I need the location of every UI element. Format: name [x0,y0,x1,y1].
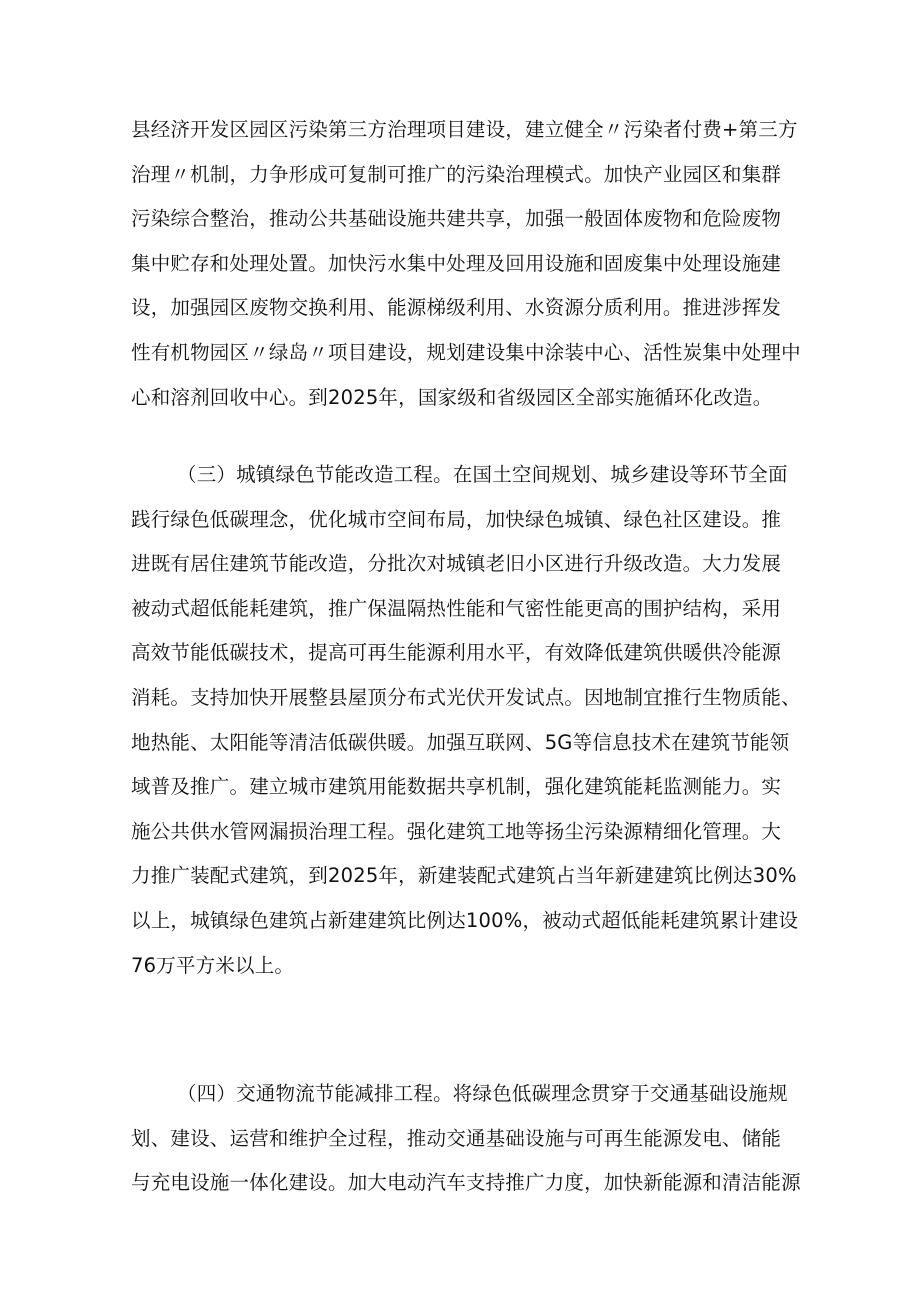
text-line: 践行绿色低碳理念，优化城市空间布局，加快绿色城镇、绿色社区建设。推 [131,507,782,531]
text-line: 与充电设施一体化建设。加大电动汽车支持推广力度，加快新能源和清洁能源 [131,1171,801,1195]
text-line: 力推广装配式建筑，到2025年，新建装配式建筑占当年新建建筑比例达30% [131,864,797,888]
text-line: 污染综合整治，推动公共基础设施共建共享，加强一般固体废物和危险废物 [131,207,782,231]
text-line: 划、建设、运营和维护全过程，推动交通基础设施与可再生能源发电、储能 [131,1126,782,1150]
text-line: 消耗。支持加快开展整县屋顶分布式光伏开发试点。因地制宜推行生物质能、 [131,686,801,709]
text-line: （四）交通物流节能减排工程。将绿色低碳理念贯穿于交通基础设施规 [177,1082,788,1105]
text-line: 以上，城镇绿色建筑占新建建筑比例达100%，被动式超低能耗建筑累计建设 [131,909,799,932]
text-line: 76万平方米以上。 [131,953,295,977]
text-line: 被动式超低能耗建筑，推广保温隔热性能和气密性能更高的围护结构，采用 [131,596,782,620]
text-line: 心和溶剂回收中心。到2025年，国家级和省级园区全部实施循环化改造。 [131,385,773,409]
text-line: 性有机物园区〃绿岛〃项目建设，规划建设集中涂装中心、活性炭集中处理中 [131,341,801,364]
text-line: 集中贮存和处理处置。加快污水集中处理及回用设施和固废集中处理设施建 [131,251,782,275]
text-line: 地热能、太阳能等清洁低碳供暖。加强互联网、5G等信息技术在建筑节能领 [131,730,790,754]
text-line: （三）城镇绿色节能改造工程。在国土空间规划、城乡建设等环节全面 [177,463,788,486]
text-line: 域普及推广。建立城市建筑用能数据共享机制，强化建筑能耗监测能力。实 [131,775,782,799]
text-line: 治理〃机制，力争形成可复制可推广的污染治理模式。加快产业园区和集群 [131,162,782,186]
text-line: 高效节能低碳技术，提高可再生能源利用水平，有效降低建筑供暖供冷能源 [131,641,782,665]
text-line: 设，加强园区废物交换利用、能源梯级利用、水资源分质利用。推进涉挥发 [131,296,782,320]
text-line: 施公共供水管网漏损治理工程。强化建筑工地等扬尘污染源精细化管理。大 [131,819,782,843]
text-line: 进既有居住建筑节能改造，分批次对城镇老旧小区进行升级改造。大力发展 [131,552,782,576]
text-line: 县经济开发区园区污染第三方治理项目建设，建立健全〃污染者付费+第三方 [131,118,798,141]
